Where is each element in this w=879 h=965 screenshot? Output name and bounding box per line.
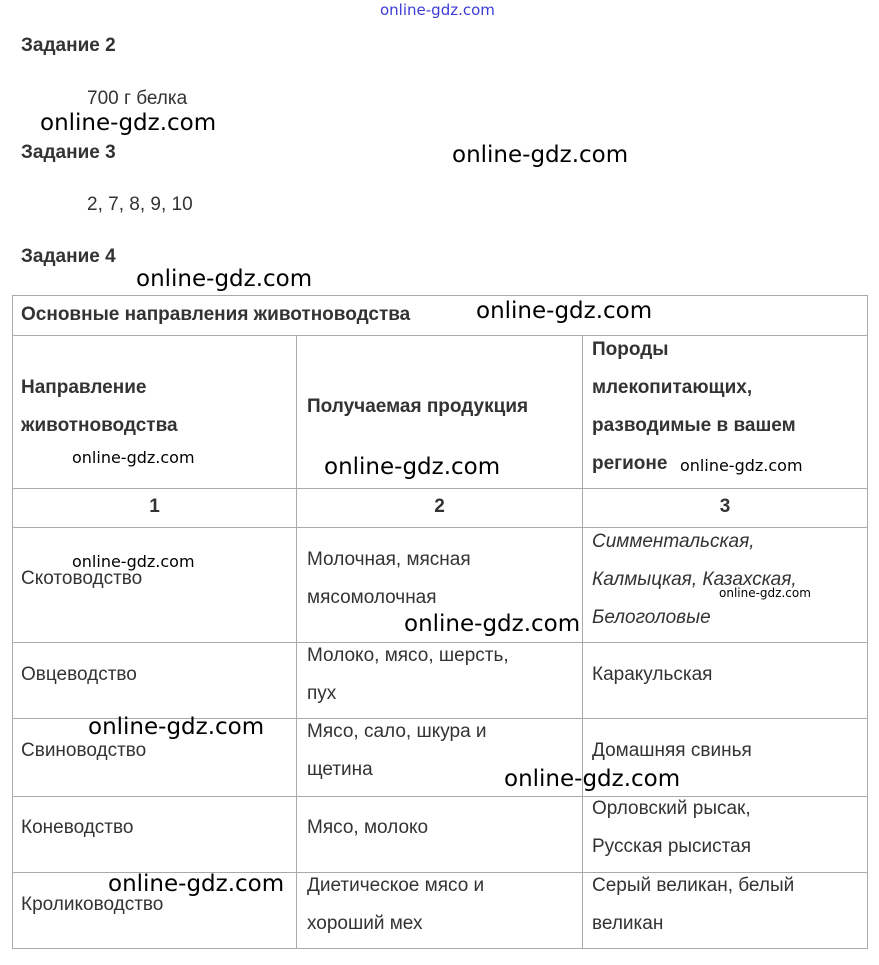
watermark: online-gdz.com bbox=[504, 766, 681, 792]
watermark: online-gdz.com bbox=[476, 298, 653, 324]
column-number-3: 3 bbox=[719, 496, 731, 517]
watermark: online-gdz.com bbox=[452, 142, 629, 168]
watermark: online-gdz.com bbox=[680, 456, 803, 475]
watermark: online-gdz.com bbox=[108, 871, 285, 897]
watermark-top: online-gdz.com bbox=[380, 1, 495, 19]
watermark: online-gdz.com bbox=[324, 454, 501, 480]
table-row-direction: Скотоводство bbox=[21, 568, 143, 589]
task4-title: Задание 4 bbox=[21, 246, 116, 267]
table-row-direction: Овцеводство bbox=[21, 664, 137, 685]
table-caption: Основные направления животноводства bbox=[21, 304, 411, 325]
table-row-direction: Кролиководство bbox=[21, 894, 164, 915]
header-breeds: Породы млекопитающих, разводимые в вашем регионе bbox=[592, 339, 796, 474]
watermark: online-gdz.com bbox=[88, 714, 265, 740]
watermark: online-gdz.com bbox=[136, 266, 313, 292]
watermark: online-gdz.com bbox=[719, 586, 811, 600]
table-row-products: Мясо, сало, шкура и щетина bbox=[307, 721, 487, 780]
column-number-1: 1 bbox=[149, 496, 160, 517]
column-number-2: 2 bbox=[434, 496, 445, 517]
table-row-products: Молоко, мясо, шерсть, пух bbox=[307, 645, 509, 704]
watermark: online-gdz.com bbox=[404, 611, 581, 637]
task2-answer: 700 г белка bbox=[87, 88, 188, 109]
table-row-direction: Коневодство bbox=[21, 817, 134, 838]
table-row-breeds: Серый великан, белый великан bbox=[592, 875, 795, 934]
task3-answer: 2, 7, 8, 9, 10 bbox=[87, 194, 193, 215]
table-row-breeds: Каракульская bbox=[592, 664, 713, 685]
table-row-direction: Свиноводство bbox=[21, 740, 147, 761]
task2-title: Задание 2 bbox=[21, 35, 116, 56]
header-products: Получаемая продукция bbox=[307, 396, 529, 417]
table-row-breeds: Домашняя свинья bbox=[592, 740, 752, 761]
table-row-products: Молочная, мясная мясомолочная bbox=[307, 549, 471, 608]
table-row-breeds: Симментальская, Калмыцкая, Казахская, Белоголовые bbox=[592, 531, 797, 628]
watermark: online-gdz.com bbox=[72, 448, 195, 467]
task3-title: Задание 3 bbox=[21, 142, 116, 163]
watermark: online-gdz.com bbox=[72, 552, 195, 571]
table-row-breeds: Орловский рысак, Русская рысистая bbox=[592, 798, 752, 857]
table-row-products: Мясо, молоко bbox=[307, 817, 429, 838]
watermark: online-gdz.com bbox=[40, 110, 217, 136]
header-direction: Направление животноводства bbox=[21, 377, 178, 436]
table-row-products: Диетическое мясо и хороший мех bbox=[307, 875, 485, 934]
